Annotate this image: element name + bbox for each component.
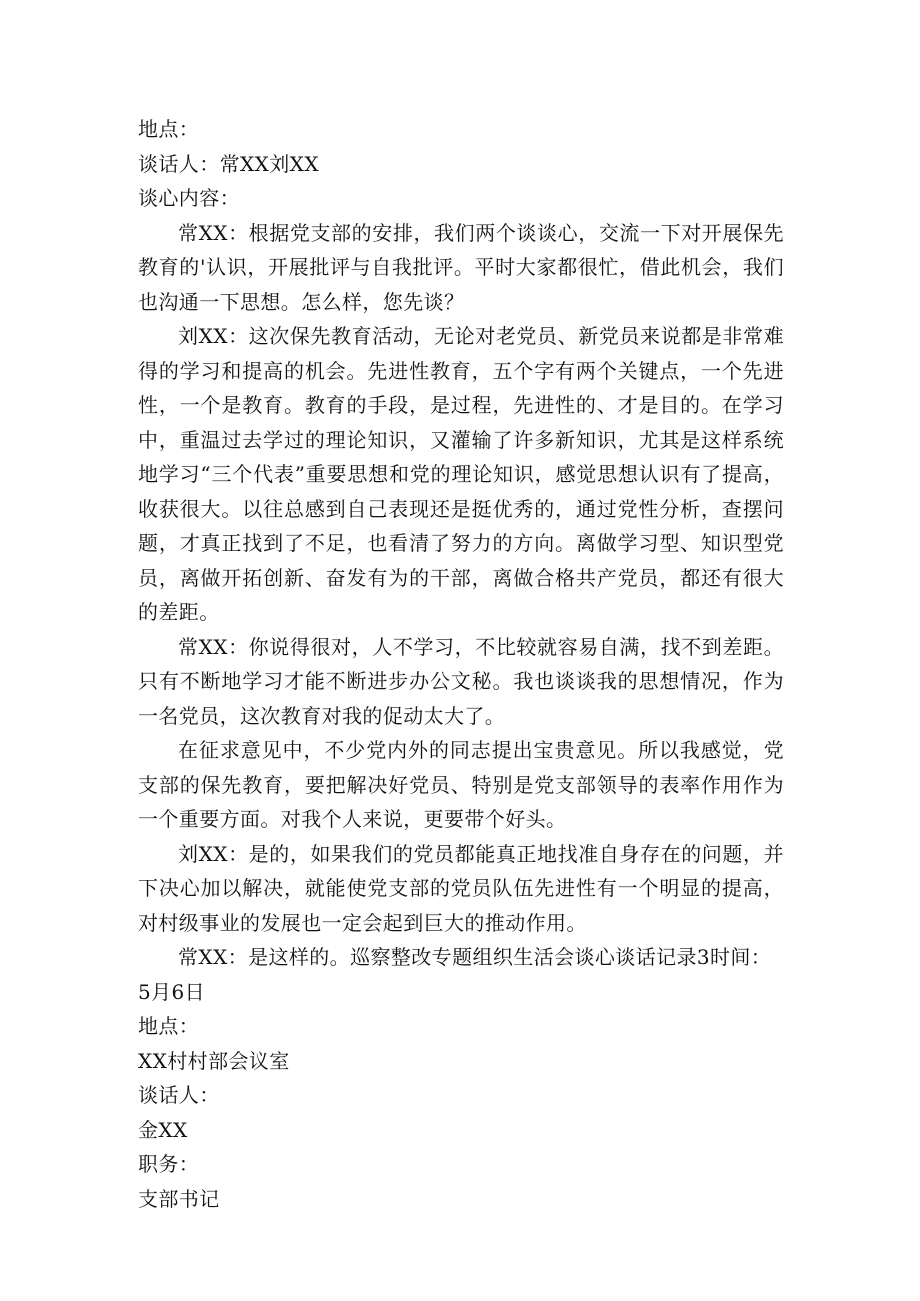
place-label-1: 地点：: [138, 117, 200, 141]
paragraph-2: 刘XX：这次保先教育活动，无论对老党员、新党员来说都是非常难得的学习和提高的机会。先进性教育，五个字有两个关键点，一个先进性，一个是教育。教育的手段，是过程，先进性的、才是目的。在学习中，重温过去学过的理论知识，又灌输了许多新知识，尤其是这样系统地学习“三个代表”重要思想和党的理论知识，感觉思想认识有了提高，收获很大。以往总感到自己表现还是挺优秀的，通过党性分析，查摆问题，才真正找到了不足，也看清了努力的方向。离做学习型、知识型党员，离做开拓创新、奋发有为的干部，离做合格共产党员，都还有很大的差距。: [138, 324, 784, 624]
talker-line-1: 谈话人：常XX刘XX: [138, 151, 319, 176]
talker-label-2: 谈话人：: [138, 1083, 220, 1107]
position-value: 支部书记: [138, 1186, 220, 1211]
document-body: [138, 112, 784, 1216]
position-label: 职务：: [138, 1152, 200, 1176]
paragraph-4: 在征求意见中，不少党内外的同志提出宝贵意见。所以我感觉，党支部的保先教育，要把解决好党员、特别是党支部领导的表率作用作为一个重要方面。对我个人来说，更要带个好头。: [138, 738, 784, 831]
talker-value: 金XX: [138, 1117, 188, 1142]
place-label-2: 地点：: [138, 1014, 200, 1038]
paragraph-1: 常XX：根据党支部的安排，我们两个谈谈心，交流一下对开展保先教育的'认识，开展批评与自我批评。平时大家都很忙，借此机会，我们也沟通一下思想。怎么样，您先谈？: [138, 220, 784, 314]
date-value: 5月6日: [138, 979, 206, 1004]
paragraph-3: 常XX：你说得很对，人不学习，不比较就容易自满，找不到差距。只有不断地学习才能不断进步办公文秘。我也谈谈我的思想情况，作为一名党员，这次教育对我的促动太大了。: [138, 634, 784, 728]
place-value: XX村村部会议室: [138, 1048, 290, 1073]
paragraph-6: 常XX：是这样的。巡察整改专题组织生活会谈心谈话记录3时间：: [178, 945, 772, 969]
content-label: 谈心内容：: [138, 186, 240, 210]
paragraph-5: 刘XX：是的，如果我们的党员都能真正地找准自身存在的问题，并下决心加以解决，就能使党支部的党员队伍先进性有一个明显的提高，对村级事业的发展也一定会起到巨大的推动作用。: [138, 841, 784, 935]
